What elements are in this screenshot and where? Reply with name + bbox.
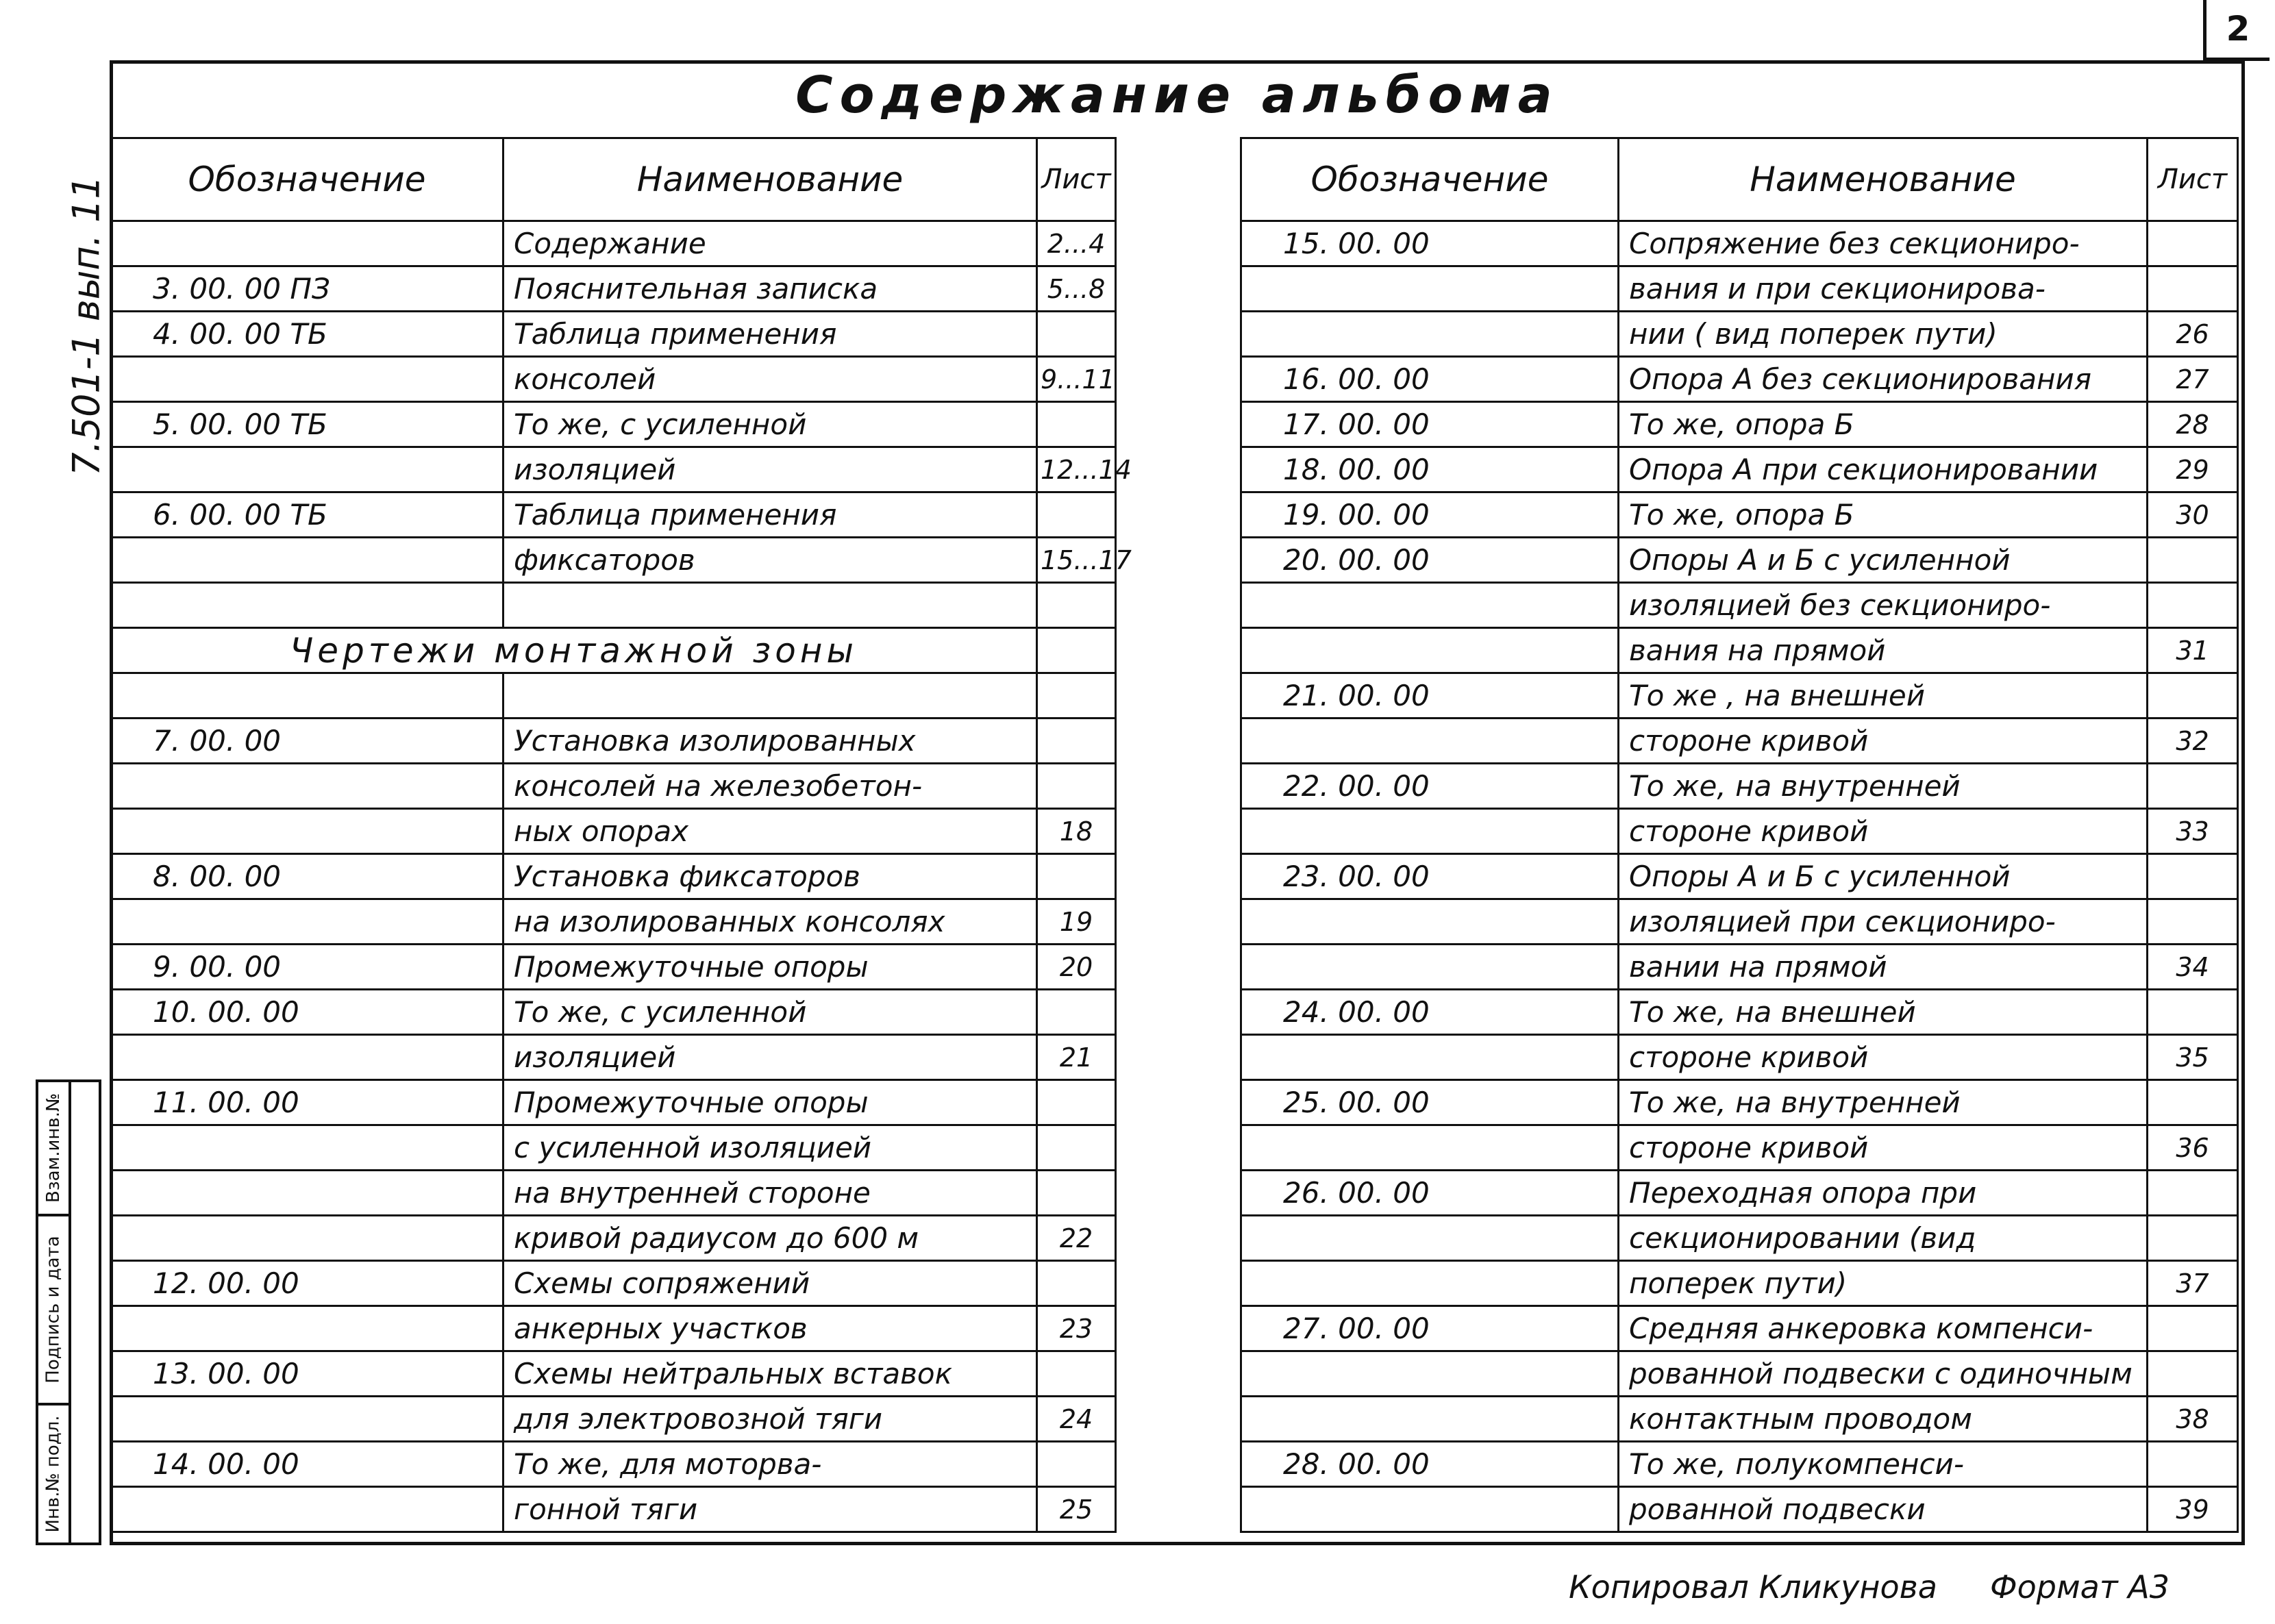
name-cell: Средняя анкеровка компенси- (1619, 1306, 2148, 1351)
sheet-cell (2148, 673, 2238, 719)
sheet-cell: 25 (1037, 1487, 1116, 1532)
designation-cell (111, 1125, 504, 1171)
designation-cell (1241, 1216, 1619, 1261)
name-cell: То же, на внешней (1619, 990, 2148, 1035)
sheet-cell: 20 (1037, 945, 1116, 990)
table-row (1241, 1306, 2238, 1351)
sheet-cell (2148, 1080, 2238, 1125)
sheet-cell: 30 (2148, 492, 2238, 538)
table-row (111, 1216, 1116, 1261)
name-cell: Таблица применения (504, 312, 1037, 357)
name-cell: консолей на железобетон- (504, 764, 1037, 809)
designation-cell: 27. 00. 00 (1241, 1306, 1619, 1351)
name-cell: Переходная опора при (1619, 1171, 2148, 1216)
section-heading: Чертежи монтажной зоны (111, 628, 1037, 673)
sheet-cell (2148, 764, 2238, 809)
table-row (111, 809, 1116, 854)
table-row (111, 628, 1116, 673)
sheet-cell: 26 (2148, 312, 2238, 357)
header-designation: Обозначение (1241, 138, 1619, 221)
album-code (59, 164, 114, 486)
table-row (111, 1125, 1116, 1171)
sheet-cell: 31 (2148, 628, 2238, 673)
sheet-cell: 32 (2148, 719, 2238, 764)
name-cell: рованной подвески (1619, 1487, 2148, 1532)
sheet-cell: 36 (2148, 1125, 2238, 1171)
sheet-cell (1037, 854, 1116, 899)
table-row (111, 583, 1116, 628)
table-row (1241, 854, 2238, 899)
designation-cell (111, 764, 504, 809)
designation-cell: 8. 00. 00 (111, 854, 504, 899)
header-sheet: Лист (2148, 138, 2238, 221)
designation-cell: 16. 00. 00 (1241, 357, 1619, 402)
stamp-label-signature: Подпись и дата (43, 1236, 64, 1384)
designation-cell: 15. 00. 00 (1241, 221, 1619, 266)
designation-cell: 18. 00. 00 (1241, 447, 1619, 492)
sheet-cell (1037, 312, 1116, 357)
table-header (111, 138, 1116, 221)
name-cell (504, 583, 1037, 628)
name-cell: для электровозной тяги (504, 1397, 1037, 1442)
table-row (1241, 1261, 2238, 1306)
sheet-cell (2148, 854, 2238, 899)
designation-cell: 21. 00. 00 (1241, 673, 1619, 719)
sheet-cell (1037, 628, 1116, 673)
designation-cell (1241, 1351, 1619, 1397)
name-cell: вания на прямой (1619, 628, 2148, 673)
table-row (1241, 1125, 2238, 1171)
sheet-cell (2148, 1351, 2238, 1397)
name-cell: То же, на внутренней (1619, 1080, 2148, 1125)
name-cell: с усиленной изоляцией (504, 1125, 1037, 1171)
designation-cell (1241, 1035, 1619, 1080)
sheet-cell (1037, 990, 1116, 1035)
name-cell: кривой радиусом до 600 м (504, 1216, 1037, 1261)
table-row (1241, 764, 2238, 809)
designation-cell: 14. 00. 00 (111, 1442, 504, 1487)
table-row (1241, 266, 2238, 312)
name-cell: изоляцией без секциониро- (1619, 583, 2148, 628)
sheet-cell (1037, 1261, 1116, 1306)
sheet-cell: 19 (1037, 899, 1116, 945)
sheet-cell (1037, 719, 1116, 764)
designation-cell (111, 538, 504, 583)
designation-cell (111, 1171, 504, 1216)
name-cell: секционировании (вид (1619, 1216, 2148, 1261)
sheet-cell: 2...4 (1037, 221, 1116, 266)
name-cell: Пояснительная записка (504, 266, 1037, 312)
name-cell: изоляцией (504, 447, 1037, 492)
table-row (111, 673, 1116, 719)
sheet-cell (2148, 583, 2238, 628)
sheet-cell (1037, 583, 1116, 628)
name-cell: рованной подвески с одиночным (1619, 1351, 2148, 1397)
table-row (111, 899, 1116, 945)
table-row (1241, 628, 2238, 673)
designation-cell: 6. 00. 00 ТБ (111, 492, 504, 538)
designation-cell: 10. 00. 00 (111, 990, 504, 1035)
name-cell: нии ( вид поперек пути) (1619, 312, 2148, 357)
table-row (1241, 719, 2238, 764)
name-cell: Схемы нейтральных вставок (504, 1351, 1037, 1397)
name-cell: Таблица применения (504, 492, 1037, 538)
sheet-cell: 24 (1037, 1397, 1116, 1442)
designation-cell (1241, 1397, 1619, 1442)
sheet-cell: 22 (1037, 1216, 1116, 1261)
sheet-cell: 33 (2148, 809, 2238, 854)
table-row (1241, 809, 2238, 854)
table-row (1241, 492, 2238, 538)
sheet-cell: 9...11 (1037, 357, 1116, 402)
stamp-cell-inventory (38, 1406, 69, 1542)
approval-stamp (36, 1079, 101, 1545)
table-row (1241, 1216, 2238, 1261)
sheet-cell (2148, 538, 2238, 583)
table-row (111, 1397, 1116, 1442)
table-row (1241, 1397, 2238, 1442)
header-designation: Обозначение (111, 138, 504, 221)
sheet-cell (2148, 221, 2238, 266)
designation-cell (1241, 719, 1619, 764)
designation-cell (111, 899, 504, 945)
table-row (1241, 673, 2238, 719)
table-row (111, 221, 1116, 266)
stamp-cell-signature (38, 1216, 69, 1406)
table-row (1241, 1487, 2238, 1532)
sheet-cell (1037, 492, 1116, 538)
designation-cell (111, 447, 504, 492)
designation-cell: 26. 00. 00 (1241, 1171, 1619, 1216)
sheet-cell: 29 (2148, 447, 2238, 492)
designation-cell (111, 1397, 504, 1442)
sheet-cell (1037, 1125, 1116, 1171)
table-row (111, 854, 1116, 899)
sheet-cell: 18 (1037, 809, 1116, 854)
name-cell: стороне кривой (1619, 1125, 2148, 1171)
name-cell: вания и при секционирова- (1619, 266, 2148, 312)
sheet-cell (1037, 1171, 1116, 1216)
designation-cell (111, 1216, 504, 1261)
table-row (111, 1035, 1116, 1080)
name-cell: Установка изолированных (504, 719, 1037, 764)
table-row (111, 1351, 1116, 1397)
sheet-cell (2148, 990, 2238, 1035)
table-row (1241, 1442, 2238, 1487)
designation-cell: 20. 00. 00 (1241, 538, 1619, 583)
name-cell: То же, для моторва- (504, 1442, 1037, 1487)
table-row (1241, 1035, 2238, 1080)
name-cell: стороне кривой (1619, 1035, 2148, 1080)
table-row (111, 1261, 1116, 1306)
sheet-cell: 15...17 (1037, 538, 1116, 583)
name-cell: гонной тяги (504, 1487, 1037, 1532)
sheet-cell: 5...8 (1037, 266, 1116, 312)
table-row (111, 357, 1116, 402)
sheet-cell (1037, 402, 1116, 447)
table-row (1241, 312, 2238, 357)
name-cell: Содержание (504, 221, 1037, 266)
sheet-cell (1037, 764, 1116, 809)
sheet-cell: 34 (2148, 945, 2238, 990)
table-row (111, 1080, 1116, 1125)
table-row (111, 266, 1116, 312)
sheet-cell: 38 (2148, 1397, 2238, 1442)
name-cell: Сопряжение без секциониро- (1619, 221, 2148, 266)
sheet-cell: 28 (2148, 402, 2238, 447)
stamp-label-inventory: Инв.№ подл. (43, 1415, 64, 1533)
name-cell: анкерных участков (504, 1306, 1037, 1351)
table-header (1241, 138, 2238, 221)
name-cell: Промежуточные опоры (504, 1080, 1037, 1125)
designation-cell (111, 1487, 504, 1532)
name-cell: на изолированных консолях (504, 899, 1037, 945)
name-cell: Схемы сопряжений (504, 1261, 1037, 1306)
name-cell: консолей (504, 357, 1037, 402)
sheet-cell: 23 (1037, 1306, 1116, 1351)
sheet-cell (1037, 1351, 1116, 1397)
table-row (111, 1442, 1116, 1487)
sheet-cell: 12...14 (1037, 447, 1116, 492)
designation-cell: 19. 00. 00 (1241, 492, 1619, 538)
name-cell: Промежуточные опоры (504, 945, 1037, 990)
designation-cell (1241, 809, 1619, 854)
table-row (111, 1306, 1116, 1351)
designation-cell (1241, 628, 1619, 673)
name-cell: на внутренней стороне (504, 1171, 1037, 1216)
table-row (1241, 538, 2238, 583)
name-cell: То же, с усиленной (504, 402, 1037, 447)
name-cell (504, 673, 1037, 719)
name-cell: То же , на внешней (1619, 673, 2148, 719)
designation-cell: 13. 00. 00 (111, 1351, 504, 1397)
sheet-cell (1037, 1442, 1116, 1487)
sheet-cell (1037, 1080, 1116, 1125)
designation-cell: 11. 00. 00 (111, 1080, 504, 1125)
designation-cell (111, 357, 504, 402)
sheet-cell: 21 (1037, 1035, 1116, 1080)
name-cell: фиксаторов (504, 538, 1037, 583)
sheet-cell (1037, 673, 1116, 719)
designation-cell: 17. 00. 00 (1241, 402, 1619, 447)
table-row (1241, 1080, 2238, 1125)
table-row (1241, 357, 2238, 402)
table-row (1241, 402, 2238, 447)
sheet-cell (2148, 1216, 2238, 1261)
name-cell: контактным проводом (1619, 1397, 2148, 1442)
designation-cell (1241, 266, 1619, 312)
name-cell: То же, полукомпенси- (1619, 1442, 2148, 1487)
name-cell: вании на прямой (1619, 945, 2148, 990)
stamp-divider (69, 1082, 71, 1542)
sheet-cell (2148, 1306, 2238, 1351)
table-row (1241, 1351, 2238, 1397)
sheet-cell: 35 (2148, 1035, 2238, 1080)
designation-cell (111, 673, 504, 719)
stamp-cell-replaced (38, 1082, 69, 1216)
designation-cell (1241, 1487, 1619, 1532)
designation-cell (1241, 945, 1619, 990)
designation-cell: 23. 00. 00 (1241, 854, 1619, 899)
table-row (1241, 945, 2238, 990)
sheet-cell (2148, 266, 2238, 312)
name-cell: ных опорах (504, 809, 1037, 854)
sheet-cell (2148, 899, 2238, 945)
contents-table-left (110, 137, 1132, 1533)
designation-cell: 7. 00. 00 (111, 719, 504, 764)
designation-cell: 24. 00. 00 (1241, 990, 1619, 1035)
name-cell: стороне кривой (1619, 809, 2148, 854)
table-row (111, 945, 1116, 990)
designation-cell: 12. 00. 00 (111, 1261, 504, 1306)
designation-cell (111, 583, 504, 628)
designation-cell (1241, 899, 1619, 945)
designation-cell: 28. 00. 00 (1241, 1442, 1619, 1487)
table-row (111, 538, 1116, 583)
name-cell: изоляцией (504, 1035, 1037, 1080)
name-cell: стороне кривой (1619, 719, 2148, 764)
designation-cell: 25. 00. 00 (1241, 1080, 1619, 1125)
name-cell: Опора А без секционирования (1619, 357, 2148, 402)
name-cell: Установка фиксаторов (504, 854, 1037, 899)
album-code-text: 7.501-1 вып. 11 (64, 175, 108, 476)
designation-cell: 22. 00. 00 (1241, 764, 1619, 809)
designation-cell (1241, 583, 1619, 628)
sheet-cell (2148, 1171, 2238, 1216)
name-cell: То же, с усиленной (504, 990, 1037, 1035)
designation-cell: 4. 00. 00 ТБ (111, 312, 504, 357)
name-cell: поперек пути) (1619, 1261, 2148, 1306)
table-row (1241, 583, 2238, 628)
name-cell: То же, опора Б (1619, 492, 2148, 538)
header-name: Наименование (504, 138, 1037, 221)
sheet-cell: 39 (2148, 1487, 2238, 1532)
designation-cell (1241, 312, 1619, 357)
name-cell: То же, на внутренней (1619, 764, 2148, 809)
table-row (1241, 990, 2238, 1035)
table-row (111, 719, 1116, 764)
stamp-label-replaced: Взам.инв.№ (43, 1093, 64, 1203)
table-row (111, 764, 1116, 809)
designation-cell: 3. 00. 00 ПЗ (111, 266, 504, 312)
table-row (111, 402, 1116, 447)
table-row (1241, 899, 2238, 945)
designation-cell: 9. 00. 00 (111, 945, 504, 990)
name-cell: Опора А при секционировании (1619, 447, 2148, 492)
sheet-number: 2 (2203, 0, 2270, 61)
header-name: Наименование (1619, 138, 2148, 221)
designation-cell (111, 1035, 504, 1080)
designation-cell (111, 1306, 504, 1351)
designation-cell (111, 809, 504, 854)
table-row (111, 990, 1116, 1035)
sheet-cell: 27 (2148, 357, 2238, 402)
designation-cell (1241, 1261, 1619, 1306)
page-title: Содержание альбома (795, 66, 1559, 125)
name-cell: Опоры А и Б с усиленной (1619, 538, 2148, 583)
designation-cell: 5. 00. 00 ТБ (111, 402, 504, 447)
table-row (1241, 1171, 2238, 1216)
table-row (1241, 221, 2238, 266)
sheet-format: Формат А3 (1990, 1569, 2170, 1606)
table-row (111, 1487, 1116, 1532)
header-sheet: Лист (1037, 138, 1116, 221)
sheet-cell (2148, 1442, 2238, 1487)
table-row (111, 312, 1116, 357)
table-row (111, 447, 1116, 492)
table-row (111, 1171, 1116, 1216)
designation-cell (1241, 1125, 1619, 1171)
name-cell: изоляцией при секциониро- (1619, 899, 2148, 945)
table-row (111, 492, 1116, 538)
name-cell: То же, опора Б (1619, 402, 2148, 447)
designation-cell (111, 221, 504, 266)
table-row (1241, 447, 2238, 492)
name-cell: Опоры А и Б с усиленной (1619, 854, 2148, 899)
contents-table-right (1240, 137, 2239, 1533)
sheet-cell: 37 (2148, 1261, 2238, 1306)
copied-by: Копировал Кликунова (1569, 1569, 1937, 1606)
